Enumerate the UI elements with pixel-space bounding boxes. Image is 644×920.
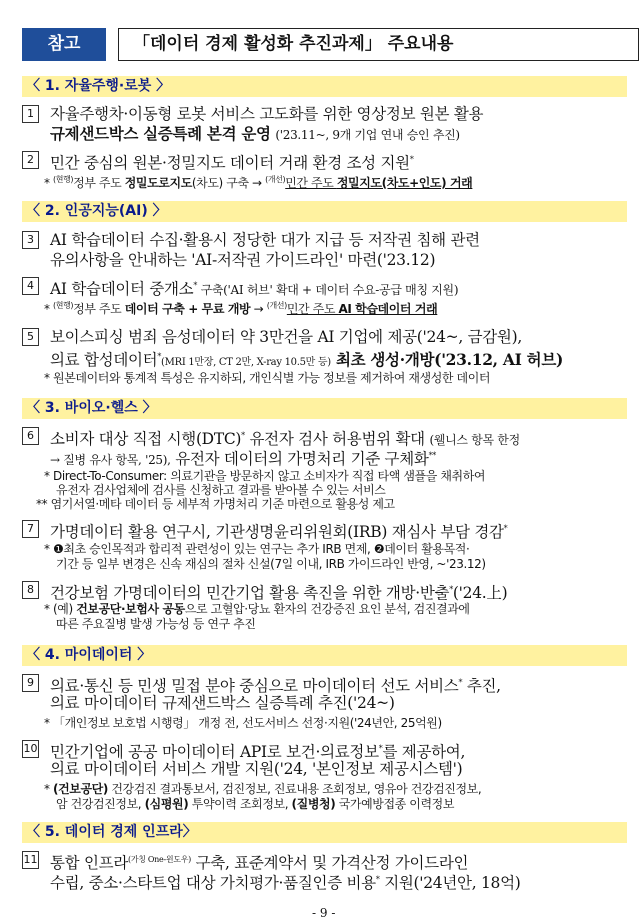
- item-text: 가명데이터 활용 연구시, 기관생명윤리위원회(IRB) 재심사 부담 경감*: [50, 523, 508, 542]
- item-text: 의료 마이데이터 규제샌드박스 실증특례 추진('24~): [50, 694, 395, 712]
- item-number: 1: [22, 105, 39, 123]
- item-text: AI 학습데이터 중개소* 구축('AI 허브' 확대 + 데이터 수요-공급 매칭 지원): [50, 280, 459, 299]
- item-number: 7: [22, 520, 39, 538]
- item-number: 2: [22, 151, 39, 169]
- item-text: 건강보험 가명데이터의 민간기업 활용 촉진을 위한 개방·반출*('24.上): [50, 584, 508, 603]
- item-note: ** 염기서열·메타 데이터 등 세부적 가명처리 기준 마련으로 활용성 제고: [36, 497, 395, 511]
- item-text: 보이스피싱 범죄 음성데이터 약 3만건을 AI 기업에 제공('24~, 금감원),: [50, 328, 522, 346]
- section-heading-ai: 〈 2. 인공지능(AI) 〉: [22, 201, 627, 222]
- item-text: 통합 인프라$^{(가칭 One-윈도우)}$ 구축, 표준계약서 및 가격산정 가이드라인: [50, 854, 469, 873]
- section-heading-bio-health: 〈 3. 바이오·헬스 〉: [22, 398, 627, 419]
- item-text: 소비자 대상 직접 시행(DTC)* 유전자 검사 허용범위 확대 (웰니스 항목 한정: [50, 430, 520, 449]
- item-note: * (건보공단) 건강검진 결과통보서, 검진정보, 진료내용 조회정보, 영유아 건강검진정보,: [44, 782, 482, 796]
- item-note: 유전자 검사업체에 검사를 신청하고 결과를 받아볼 수 있는 서비스: [56, 483, 386, 497]
- document-title: 「데이터 경제 활성화 추진과제」 주요내용: [118, 28, 639, 61]
- item-number: 3: [22, 231, 39, 249]
- item-number: 10: [22, 740, 39, 758]
- page-number: - 9 -: [312, 906, 336, 920]
- item-text: 의료 합성데이터*(MRI 1만장, CT 2만, X-ray 10.5만 등) 최초 생성·개방('23.12, AI 허브): [50, 350, 564, 370]
- item-note: * 원본데이터와 통계적 특성은 유지하되, 개인식별 가능 정보를 제거하여 재생성한 데이터: [44, 371, 491, 385]
- item-number: 6: [22, 427, 39, 445]
- item-note: * ❶최초 승인목적과 합리적 관련성이 있는 연구는 추가 IRB 면제, ❷데이터 활용목적·: [44, 542, 470, 556]
- item-note: * (예) 건보공단·보험사 공동으로 고혈압·당뇨 환자의 건강증진 요인 분석, 검진결과에: [44, 602, 470, 616]
- section-heading-mydata: 〈 4. 마이데이터 〉: [22, 645, 627, 666]
- item-note: * $^{(현행)}$정부 주도 정밀도로지도(차도) 구축 → $^{(개선)}$민간 주도 정밀지도(차도+인도) 거래: [44, 175, 473, 190]
- item-number: 8: [22, 581, 39, 599]
- section-heading-infrastructure: 〈 5. 데이터 경제 인프라〉: [22, 822, 627, 843]
- item-text: → 질병 유사 항목, '25), 유전자 데이터의 가명처리 기준 구체화**: [50, 450, 436, 469]
- reference-badge: 참고: [22, 28, 106, 61]
- item-note: * 「개인정보 보호법 시행령」 개정 전, 선도서비스 선정·지원('24년안, 25억원): [44, 716, 442, 730]
- item-text: AI 학습데이터 수집·활용시 정당한 대가 지급 등 저작권 침해 관련: [50, 231, 480, 249]
- item-text: 의료 마이데이터 서비스 개발 지원('24, '본인정보 제공시스템'): [50, 760, 463, 778]
- item-text: 수립, 중소·스타트업 대상 가치평가·품질인증 비용* 지원('24년안, 18억): [50, 874, 521, 893]
- item-number: 4: [22, 277, 39, 295]
- item-note: 따른 주요질병 발생 가능성 등 연구 추진: [56, 617, 256, 631]
- item-note: * $^{(현행)}$정부 주도 데이터 구축 + 무료 개방 → $^{(개선)}$민간 주도 AI 학습데이터 거래: [44, 301, 438, 316]
- item-note: * Direct-To-Consumer: 의료기관을 방문하지 않고 소비자가 직접 타액 샘플을 채취하여: [44, 469, 486, 483]
- item-text: 자율주행차·이동형 로봇 서비스 고도화를 위한 영상정보 원본 활용: [50, 105, 484, 123]
- item-text: 유의사항을 안내하는 'AI-저작권 가이드라인' 마련('23.12): [50, 251, 436, 269]
- item-number: 11: [22, 851, 39, 869]
- item-note: 암 건강검진정보, (심평원) 투약이력 조회정보, (질병청) 국가예방접종 이력정보: [56, 797, 455, 811]
- item-text: 민간기업에 공공 마이데이터 API로 보건·의료정보*를 제공하여,: [50, 743, 466, 762]
- header: [22, 28, 627, 61]
- section-heading-autonomous-robot: 〈 1. 자율주행·로봇 〉: [22, 76, 627, 97]
- item-number: 5: [22, 328, 39, 346]
- item-text: 규제샌드박스 실증특례 본격 운영 ('23.11~, 9개 기업 연내 승인 추진): [50, 124, 460, 143]
- item-text: 의료·통신 등 민생 밀접 분야 중심으로 마이데이터 선도 서비스* 추진,: [50, 677, 501, 696]
- item-number: 9: [22, 674, 39, 692]
- item-text: 민간 중심의 원본·정밀지도 데이터 거래 환경 조성 지원*: [50, 154, 414, 173]
- item-note: 기간 등 일부 변경은 신속 재심의 절차 신설(7일 이내, IRB 가이드라인 반영, ~'23.12): [56, 557, 486, 571]
